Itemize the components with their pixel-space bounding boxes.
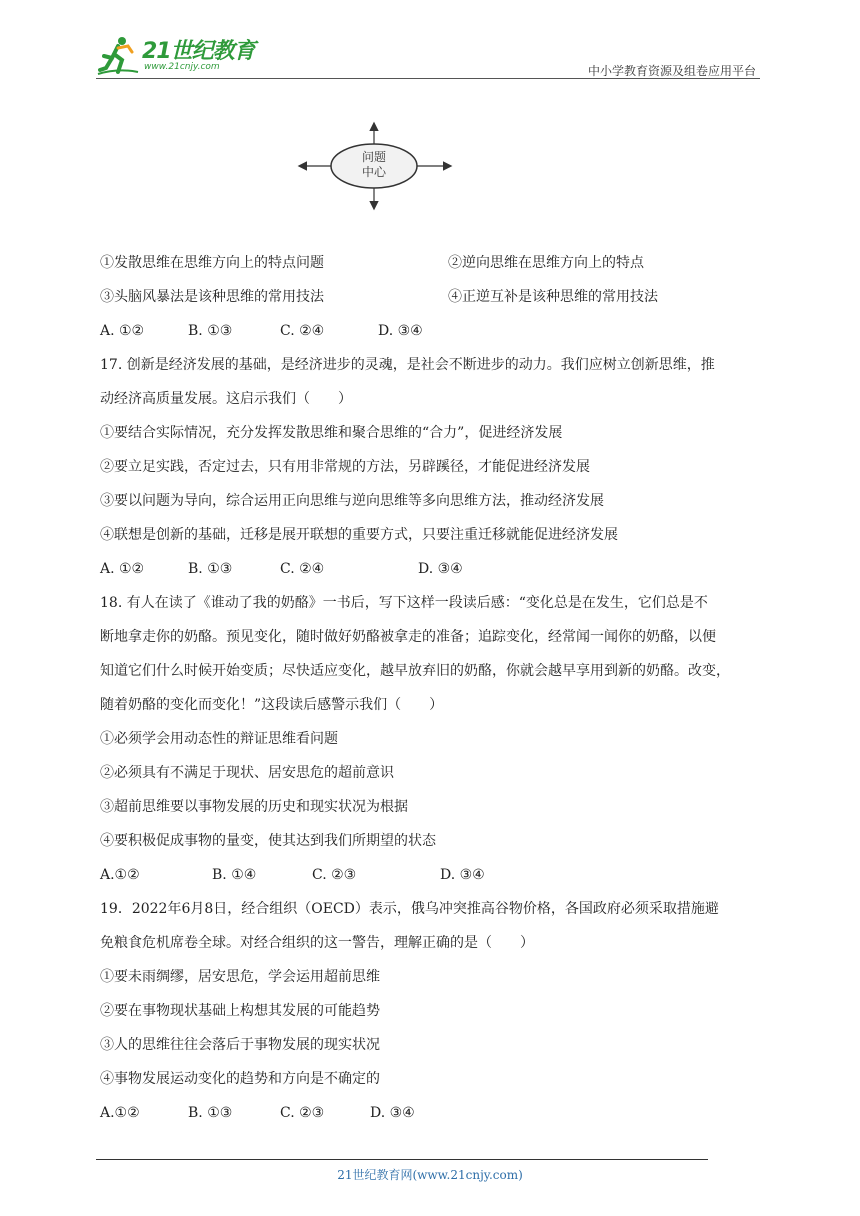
q17-answer-d: D. ③④ <box>418 561 463 577</box>
q17-option-2: ②要立足实践，否定过去，只有用非常规的方法，另辟蹊径，才能促进经济发展 <box>100 459 590 475</box>
platform-name: 中小学教育资源及组卷应用平台 <box>587 64 756 78</box>
q16-options-row-2 <box>100 284 764 318</box>
diagram-center-label: 问题 中心 <box>361 150 386 179</box>
q18-answer-b: B. ①④ <box>212 867 257 883</box>
q19-stem-line-1: 19．2022年6月8日，经合组织（OECD）表示，俄乌冲突推高谷物价格，各国政府必须采取措施避 <box>100 901 719 917</box>
question-content <box>100 250 764 1134</box>
q16-answer-c: C. ②④ <box>280 323 325 339</box>
q18-answers <box>100 862 764 896</box>
q18-answer-a: A.①② <box>100 867 140 883</box>
q18-answer-c: C. ②③ <box>312 867 357 883</box>
q17-answers <box>100 556 764 590</box>
q18-stem-line-3: 知道它们什么时候开始变质；尽快适应变化，越早放弃旧的奶酪，你就会越早享用到新的奶酪。改变， <box>100 663 730 679</box>
q19-answer-d: D. ③④ <box>370 1105 415 1121</box>
site-logo[interactable] <box>96 34 266 78</box>
q18-option-3: ③超前思维要以事物发展的历史和现实状况为根据 <box>100 799 408 815</box>
q16-option-4: ④正逆互补是该种思维的常用技法 <box>448 289 658 305</box>
q18-option-2: ②必须具有不满足于现状、居安思危的超前意识 <box>100 765 394 781</box>
logo-brand-text: 21世纪教育 <box>142 39 255 64</box>
q19-option-2: ②要在事物现状基础上构想其发展的可能趋势 <box>100 1003 380 1019</box>
q16-answer-d: D. ③④ <box>378 323 423 339</box>
q16-answer-a: A. ①② <box>100 323 145 339</box>
q18-option-1: ①必须学会用动态性的辩证思维看问题 <box>100 731 338 747</box>
page-header <box>96 30 756 80</box>
q16-options-row-1 <box>100 250 764 284</box>
q19-option-4: ④事物发展运动变化的趋势和方向是不确定的 <box>100 1071 380 1087</box>
problem-center-diagram <box>296 120 456 212</box>
q19-answer-a: A.①② <box>100 1105 140 1121</box>
q18-stem-line-2: 断地拿走你的奶酪。预见变化，随时做好奶酪被拿走的准备；追踪变化，经常闻一闻你的奶酪，以便 <box>100 629 716 645</box>
q17-answer-c: C. ②④ <box>280 561 325 577</box>
q17-option-4: ④联想是创新的基础，迁移是展开联想的重要方式，只要注重迁移就能促进经济发展 <box>100 527 618 543</box>
q17-answer-a: A. ①② <box>100 561 145 577</box>
header-divider <box>96 78 760 79</box>
q16-option-1: ①发散思维在思维方向上的特点问题 <box>100 255 324 271</box>
q17-stem-line-1: 17. 创新是经济发展的基础，是经济进步的灵魂，是社会不断进步的动力。我们应树立创新思维，推 <box>100 357 715 373</box>
q18-option-4: ④要积极促成事物的量变，使其达到我们所期望的状态 <box>100 833 436 849</box>
q19-option-1: ①要未雨绸缪，居安思危，学会运用超前思维 <box>100 969 380 985</box>
q16-answer-b: B. ①③ <box>188 323 233 339</box>
q16-option-2: ②逆向思维在思维方向上的特点 <box>448 255 644 271</box>
logo-url-text: www.21cnjy.com <box>144 62 220 72</box>
q19-stem-line-2: 免粮食危机席卷全球。对经合组织的这一警告，理解正确的是（ ） <box>100 935 534 951</box>
q17-answer-b: B. ①③ <box>188 561 233 577</box>
q17-stem-line-2: 动经济高质量发展。这启示我们（ ） <box>100 391 352 407</box>
q18-stem-line-4: 随着奶酪的变化而变化！”这段读后感警示我们（ ） <box>100 697 444 713</box>
q17-option-1: ①要结合实际情况，充分发挥发散思维和聚合思维的“合力”，促进经济发展 <box>100 425 563 441</box>
footer-link[interactable]: 21世纪教育网(www.21cnjy.com) <box>337 1168 523 1182</box>
q18-answer-d: D. ③④ <box>440 867 485 883</box>
q17-option-3: ③要以问题为导向，综合运用正向思维与逆向思维等多向思维方法，推动经济发展 <box>100 493 604 509</box>
runner-icon <box>96 34 140 78</box>
q18-stem-line-1: 18. 有人在读了《谁动了我的奶酪》一书后，写下这样一段读后感：“变化总是在发生，它们总是不 <box>100 595 708 611</box>
q19-answers <box>100 1100 764 1134</box>
q16-option-3: ③头脑风暴法是该种思维的常用技法 <box>100 289 324 305</box>
q16-answers <box>100 318 764 352</box>
q19-option-3: ③人的思维往往会落后于事物发展的现实状况 <box>100 1037 380 1053</box>
footer-divider <box>96 1159 708 1160</box>
q19-answer-c: C. ②③ <box>280 1105 325 1121</box>
q19-answer-b: B. ①③ <box>188 1105 233 1121</box>
